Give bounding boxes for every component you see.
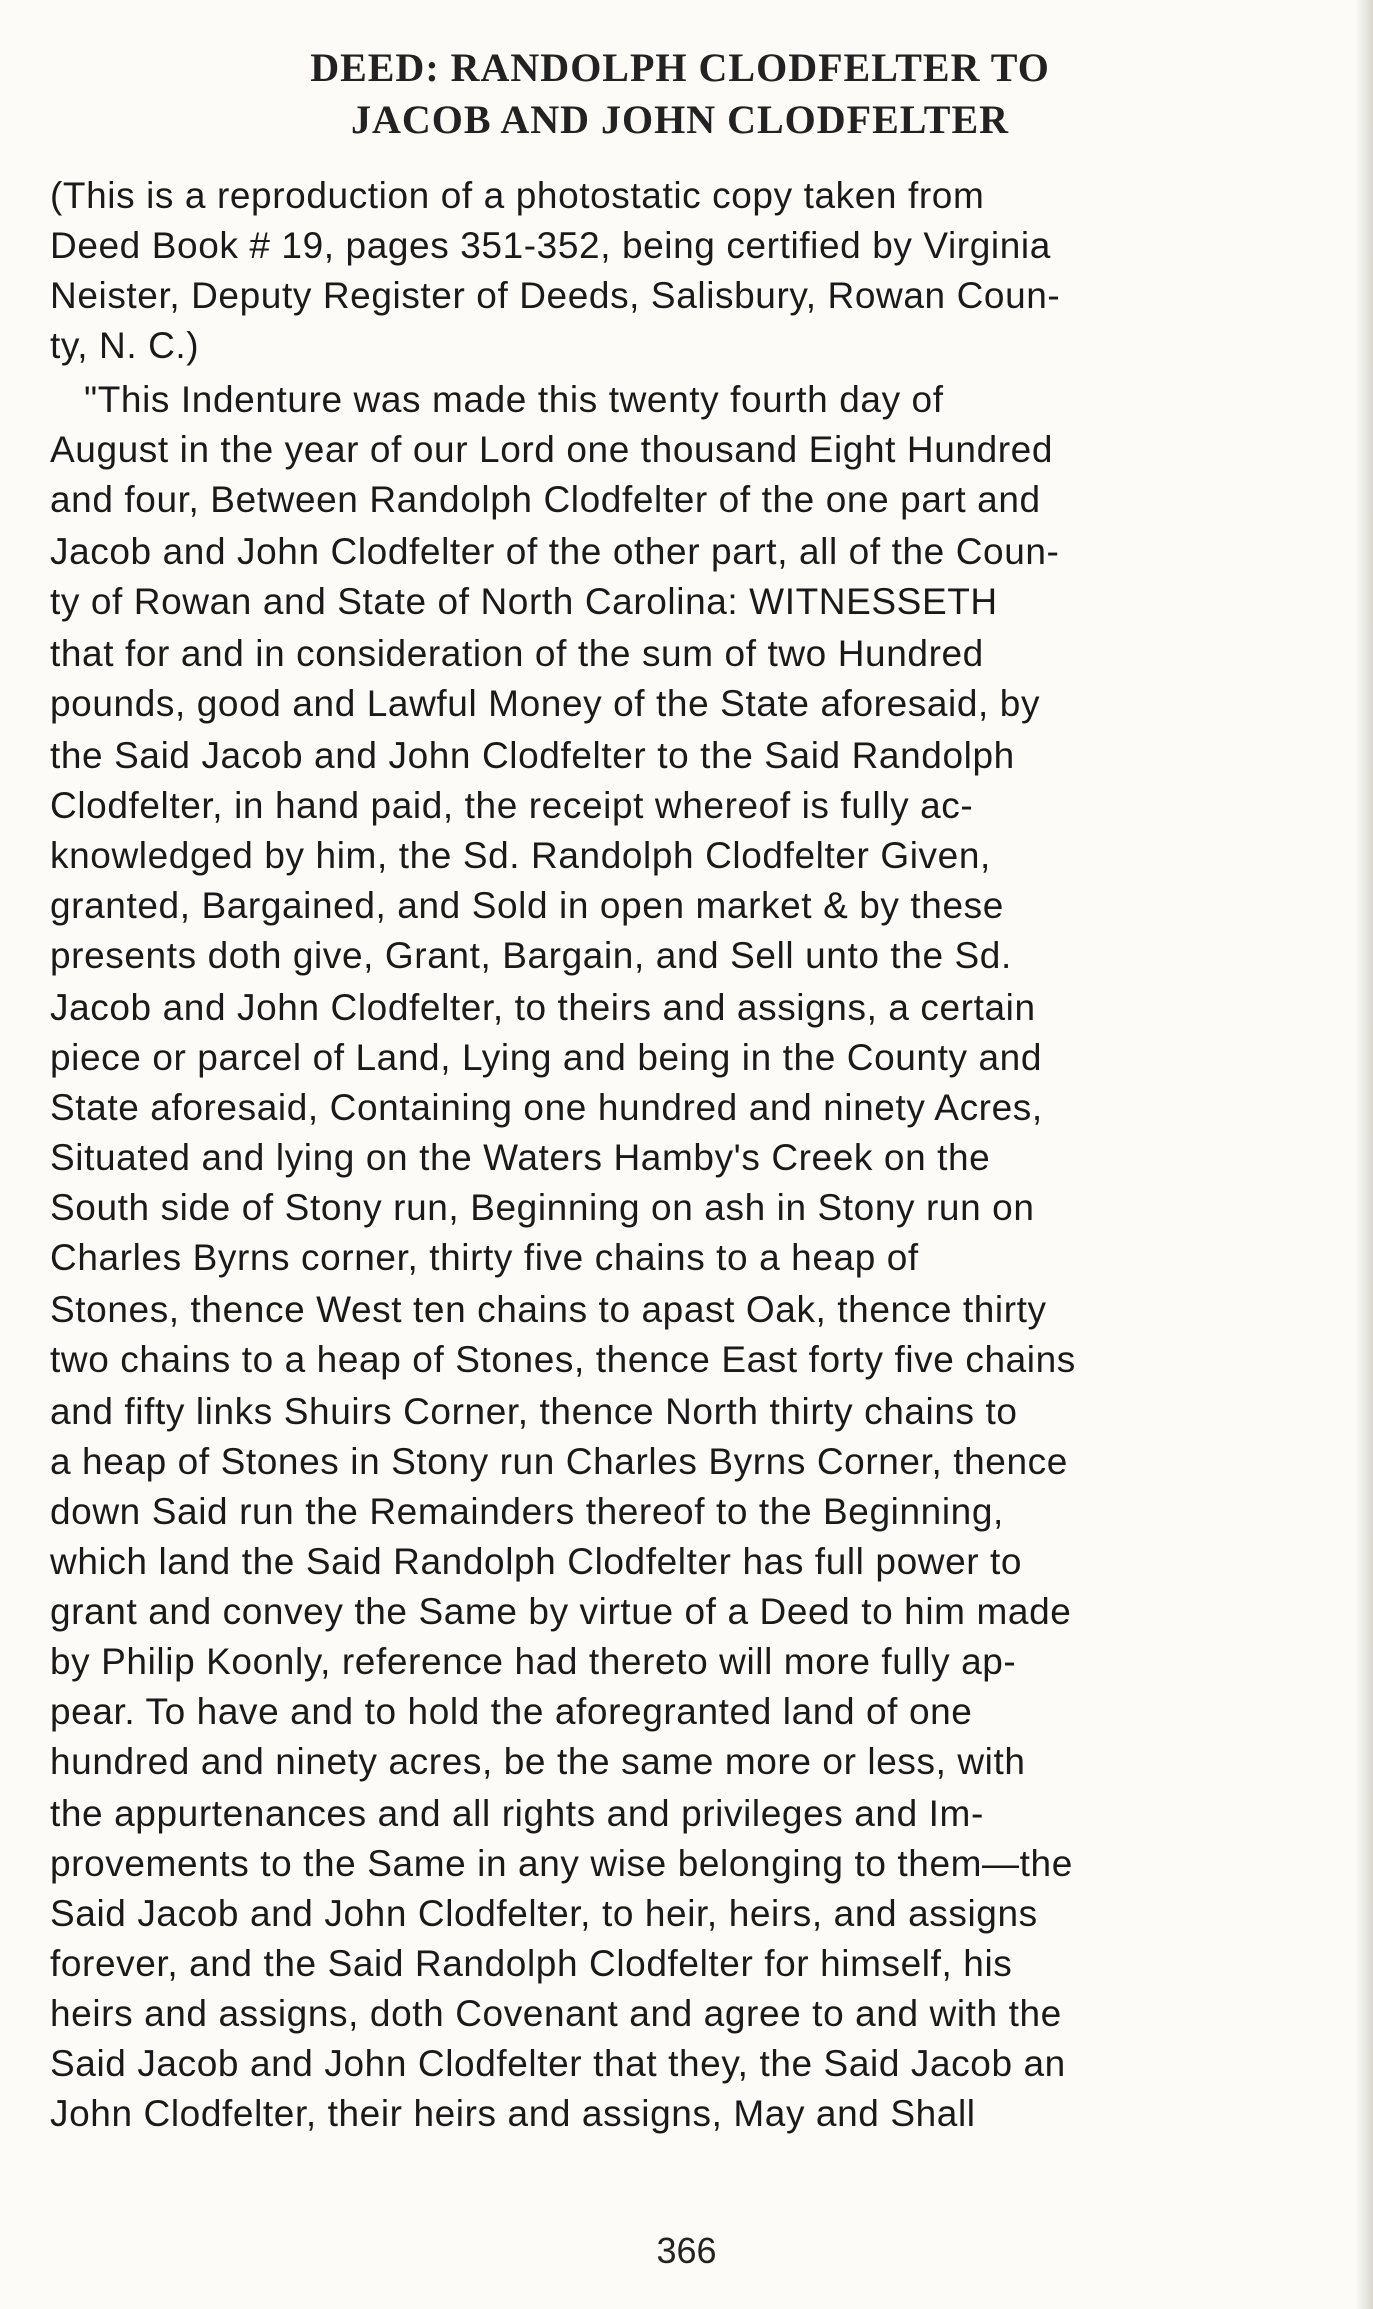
- body-line: ty of Rowan and State of North Carolina: WITNESSETH: [50, 581, 998, 622]
- deed-title-line-1: DEED: RANDOLPH CLODFELTER TO: [310, 45, 1050, 90]
- body-line: Charles Byrns corner, thirty five chains to a heap of: [50, 1237, 919, 1278]
- body-line: Clodfelter, in hand paid, the receipt whereof is fully ac-: [50, 785, 974, 826]
- body-line: South side of Stony run, Beginning on ash in Stony run on: [50, 1187, 1035, 1228]
- body-line: ty, N. C.): [50, 325, 200, 366]
- body-line: piece or parcel of Land, Lying and being in the County and: [50, 1037, 1042, 1078]
- body-line: a heap of Stones in Stony run Charles Byrns Corner, thence: [50, 1441, 1068, 1482]
- body-line: Stones, thence West ten chains to apast Oak, thence thirty: [50, 1289, 1047, 1330]
- body-line: John Clodfelter, their heirs and assigns, May and Shall: [50, 2093, 976, 2134]
- body-line: presents doth give, Grant, Bargain, and Sell unto the Sd.: [50, 935, 1012, 976]
- body-line: the appurtenances and all rights and privileges and Im-: [50, 1793, 984, 1834]
- body-line: provements to the Same in any wise belonging to them—the: [50, 1843, 1073, 1884]
- body-line: grant and convey the Same by virtue of a Deed to him made: [50, 1591, 1072, 1632]
- body-line: Neister, Deputy Register of Deeds, Salisbury, Rowan Coun-: [50, 275, 1061, 316]
- body-line: forever, and the Said Randolph Clodfelter for himself, his: [50, 1943, 1013, 1984]
- body-line: knowledged by him, the Sd. Randolph Clodfelter Given,: [50, 835, 991, 876]
- body-line: that for and in consideration of the sum of two Hundred: [50, 633, 984, 674]
- body-line: August in the year of our Lord one thousand Eight Hundred: [50, 429, 1054, 470]
- body-line: "This Indenture was made this twenty fourth day of: [84, 379, 944, 420]
- body-line: Situated and lying on the Waters Hamby's Creek on the: [50, 1137, 991, 1178]
- body-line: Jacob and John Clodfelter of the other part, all of the Coun-: [50, 531, 1060, 572]
- body-line: by Philip Koonly, reference had thereto will more fully ap-: [50, 1641, 1017, 1682]
- deed-title-line-2: JACOB AND JOHN CLODFELTER: [350, 97, 1010, 142]
- body-line: hundred and ninety acres, be the same more or less, with: [50, 1741, 1026, 1782]
- body-line: Deed Book # 19, pages 351-352, being certified by Virginia: [50, 225, 1051, 266]
- body-line: State aforesaid, Containing one hundred and ninety Acres,: [50, 1087, 1043, 1128]
- body-line: pear. To have and to hold the aforegranted land of one: [50, 1691, 973, 1732]
- body-line: pounds, good and Lawful Money of the State aforesaid, by: [50, 683, 1041, 724]
- body-line: the Said Jacob and John Clodfelter to the Said Randolph: [50, 735, 1015, 776]
- body-line: granted, Bargained, and Sold in open market & by these: [50, 885, 1004, 926]
- page-edge-shadow: [1355, 0, 1373, 2309]
- body-line: and fifty links Shuirs Corner, thence North thirty chains to: [50, 1391, 1018, 1432]
- body-line: heirs and assigns, doth Covenant and agree to and with the: [50, 1993, 1062, 2034]
- body-line: down Said run the Remainders thereof to the Beginning,: [50, 1491, 1004, 1532]
- body-line: Said Jacob and John Clodfelter that they, the Said Jacob an: [50, 2043, 1066, 2084]
- body-line: (This is a reproduction of a photostatic copy taken from: [50, 175, 985, 216]
- page-number: 366: [656, 2230, 717, 2271]
- body-line: two chains to a heap of Stones, thence East forty five chains: [50, 1339, 1076, 1380]
- body-line: Said Jacob and John Clodfelter, to heir, heirs, and assigns: [50, 1893, 1038, 1934]
- body-line: Jacob and John Clodfelter, to theirs and assigns, a certain: [50, 987, 1036, 1028]
- body-line: which land the Said Randolph Clodfelter has full power to: [50, 1541, 1023, 1582]
- body-line: and four, Between Randolph Clodfelter of the one part and: [50, 479, 1041, 520]
